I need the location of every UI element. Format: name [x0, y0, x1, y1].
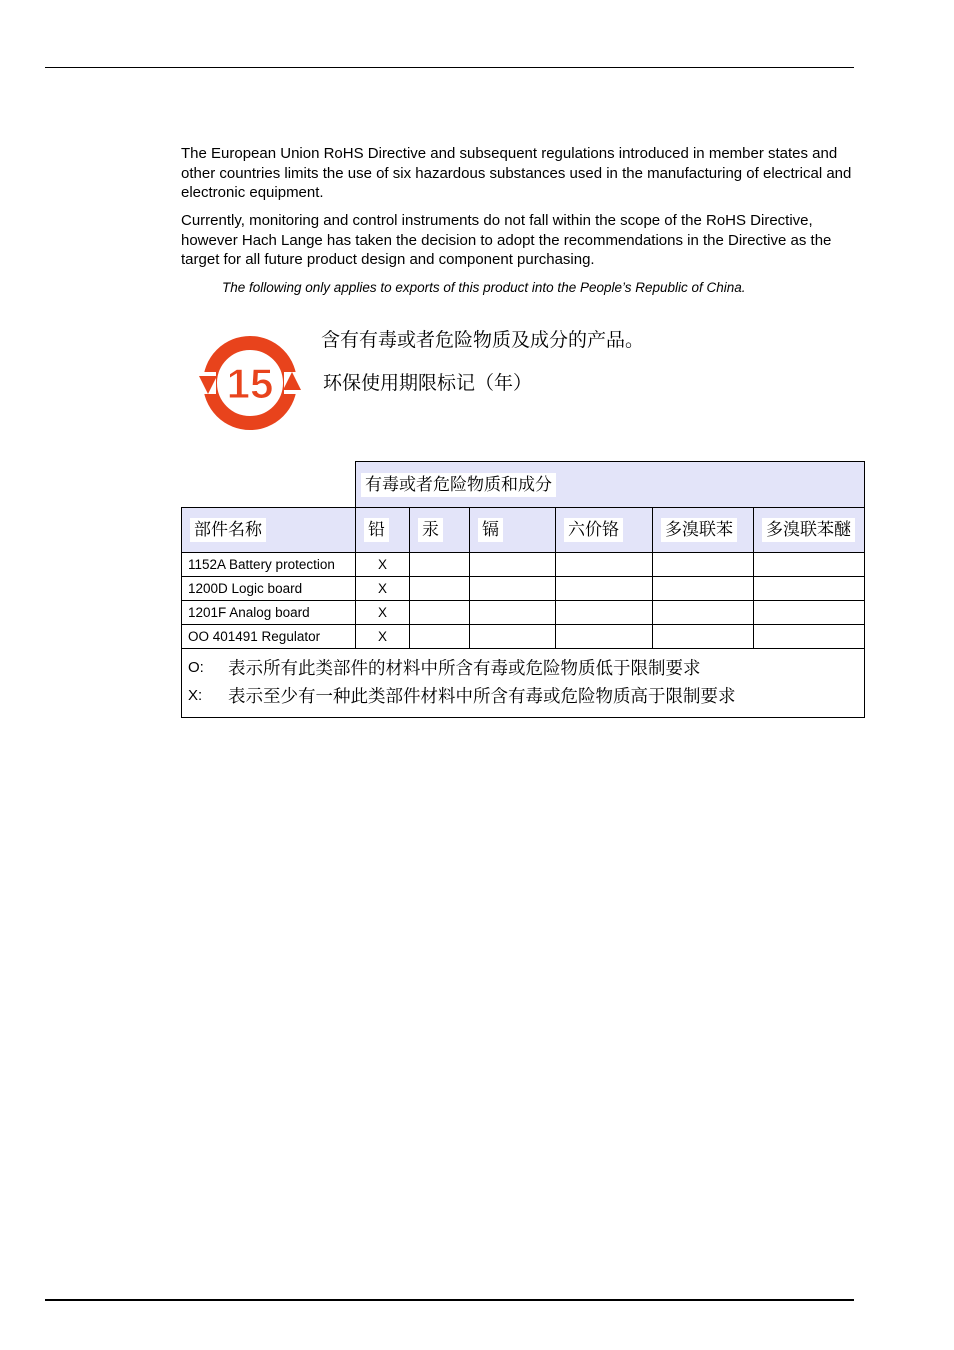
hexavalent-chromium-mark [556, 577, 653, 601]
pbde-mark [754, 577, 865, 601]
mercury-mark [410, 577, 470, 601]
substance-group-header [356, 462, 865, 508]
table-row [182, 577, 865, 601]
cadmium-mark [470, 577, 556, 601]
mercury-label: 汞 [418, 518, 443, 542]
rohs-intro-paragraph: The European Union RoHS Directive and subsequent regulations introduced in member states and other countries limits the use of six hazardous substances used in the manufacturing of electrical and electronic equipment. [181, 145, 852, 201]
mercury-mark [410, 553, 470, 577]
lead-mark: X [356, 577, 410, 601]
pbde-header [754, 508, 865, 553]
cadmium-header [470, 508, 556, 553]
hexavalent-chromium-mark [556, 601, 653, 625]
part-name: 1201F Analog board [182, 601, 356, 625]
part-name-header [182, 508, 356, 553]
header-rule [45, 67, 854, 68]
lead-header [356, 508, 410, 553]
pbde-label: 多溴联苯醚 [762, 518, 855, 542]
epup-period-label: 环保使用期限标记（年） [323, 372, 533, 394]
epup-years: 15 [226, 360, 274, 407]
hexavalent-chromium-mark [556, 553, 653, 577]
pbde-mark [754, 625, 865, 649]
cadmium-mark [470, 553, 556, 577]
hexavalent-chromium-mark [556, 625, 653, 649]
table-row [182, 625, 865, 649]
rohs-scope-paragraph: Currently, monitoring and control instruments do not fall within the scope of the RoHS Directive, however Hach Lange has taken the decision to adopt the recommendations in the Directive as the target for all future product design and component purchasing. [181, 212, 832, 268]
mercury-header [410, 508, 470, 553]
lead-mark: X [356, 553, 410, 577]
hexavalent-chromium-header [556, 508, 653, 553]
legend-item-x [188, 681, 858, 709]
mercury-mark [410, 601, 470, 625]
table-corner [182, 462, 356, 508]
pbde-mark [754, 601, 865, 625]
cadmium-mark [470, 601, 556, 625]
footer-rule [45, 1299, 854, 1301]
legend-key: X: [188, 686, 203, 704]
hexavalent-chromium-label: 六价铬 [564, 518, 623, 542]
pbb-label: 多溴联苯 [661, 518, 737, 542]
legend-text: 表示所有此类部件的材料中所含有毒或危险物质低于限制要求 [228, 658, 701, 679]
cadmium-label: 镉 [478, 518, 503, 542]
pbb-mark [653, 553, 754, 577]
legend-item-o [188, 653, 858, 681]
legend-key: O: [188, 658, 204, 676]
table-row [182, 553, 865, 577]
mercury-mark [410, 625, 470, 649]
lead-mark: X [356, 601, 410, 625]
pbb-mark [653, 601, 754, 625]
part-name: 1152A Battery protection [182, 553, 356, 577]
pbb-mark [653, 625, 754, 649]
pbb-mark [653, 577, 754, 601]
epup-statement: 含有有毒或者危险物质及成分的产品。 [321, 329, 645, 351]
part-name-label: 部件名称 [190, 518, 266, 542]
pbb-header [653, 508, 754, 553]
substance-group-label: 有毒或者危险物质和成分 [361, 473, 556, 497]
pbde-mark [754, 553, 865, 577]
part-name: OO 401491 Regulator [182, 625, 356, 649]
cadmium-mark [470, 625, 556, 649]
hazardous-substance-table [181, 461, 865, 718]
china-export-note: The following only applies to exports of this product into the People’s Republic of China. [222, 280, 746, 295]
part-name: 1200D Logic board [182, 577, 356, 601]
legend-text: 表示至少有一种此类部件材料中所含有毒或危险物质高于限制要求 [228, 686, 736, 707]
lead-mark: X [356, 625, 410, 649]
table-row [182, 601, 865, 625]
table-legend [182, 649, 865, 718]
lead-label: 铅 [364, 518, 389, 542]
epup-15-year-logo-icon [196, 336, 304, 430]
